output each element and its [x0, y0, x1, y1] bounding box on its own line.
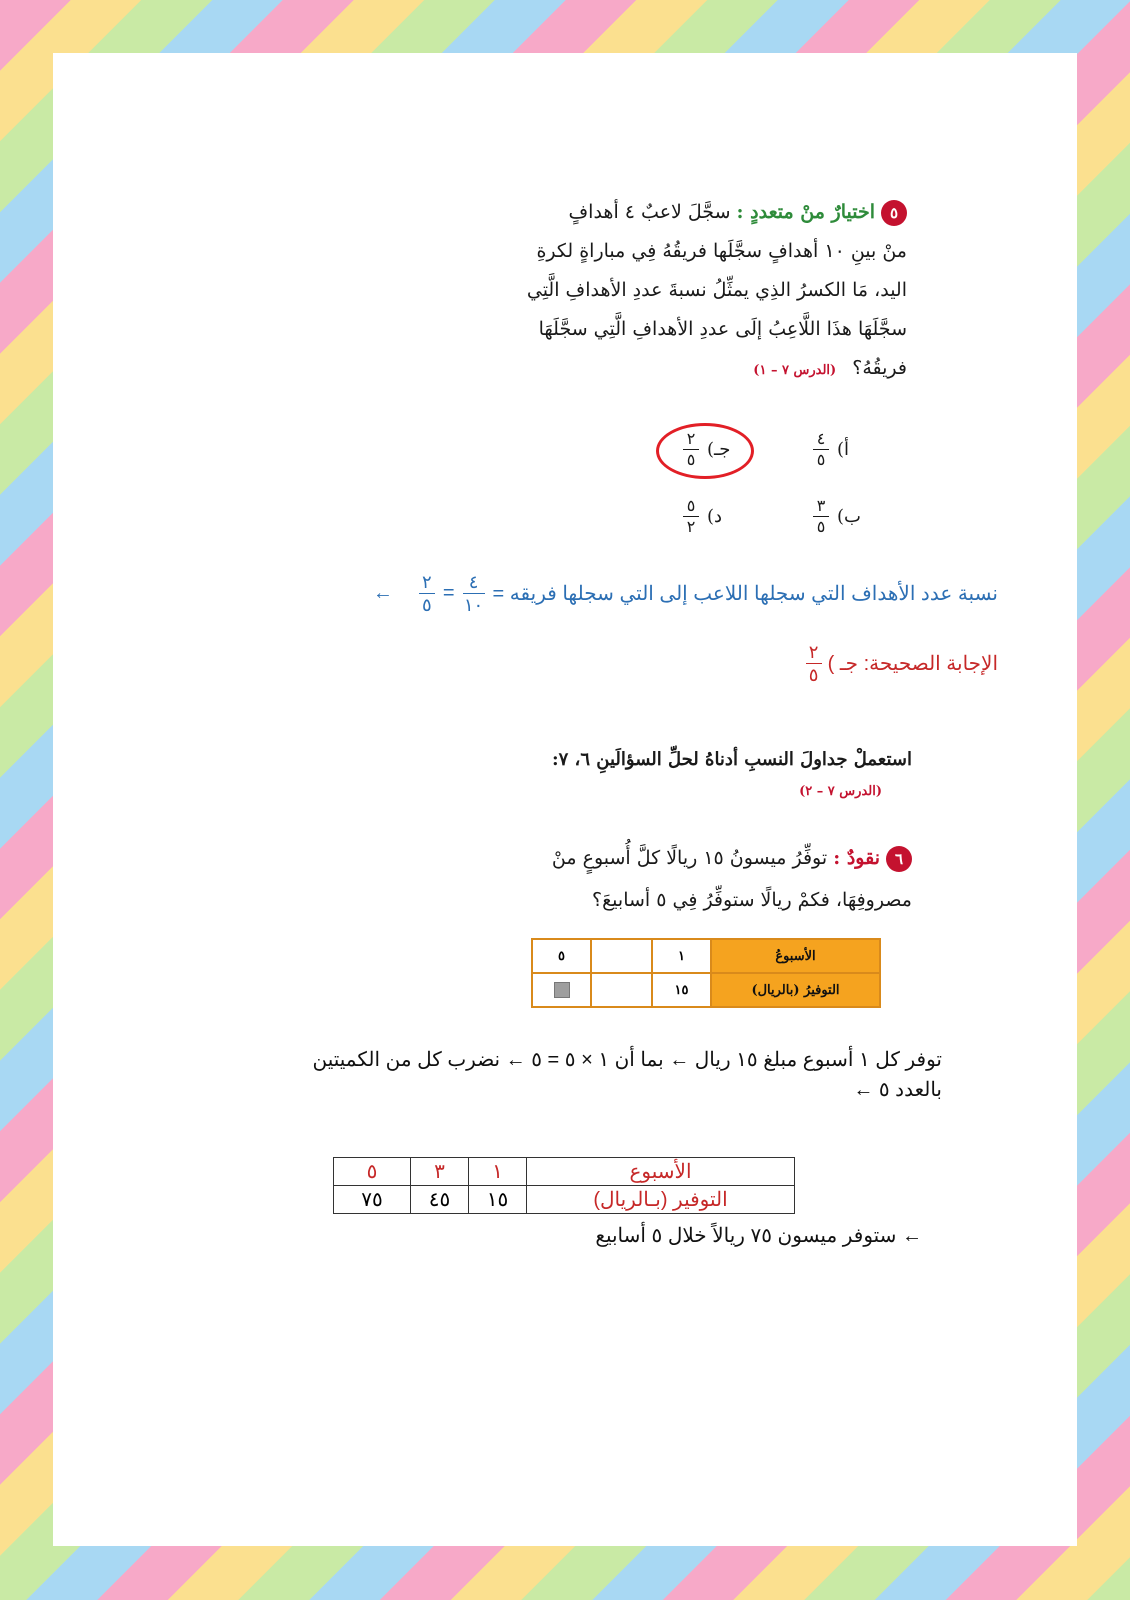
option-a[interactable] [813, 431, 849, 468]
fraction-denominator: ٥ [686, 450, 696, 469]
question-text: توفِّرُ ميسونُ ١٥ ريالًا كلَّ أُسبوعٍ منْ [551, 847, 828, 869]
instruction [482, 749, 912, 799]
solution-line: توفر كل ١ أسبوع مبلغ ١٥ ريال ← بما أن ١ × ٥ = ٥ ← نضرب كل من الكميتين [312, 1049, 942, 1071]
question-number-badge: ٥ [881, 200, 907, 226]
fraction-bar [806, 663, 822, 664]
solution-line: بالعدد ٥ ← [853, 1079, 942, 1101]
option-label: جـ) [707, 439, 731, 460]
fraction-denominator: ٥ [808, 665, 819, 685]
answer-box-icon [554, 982, 570, 998]
fraction-denominator: ٢ [686, 517, 696, 536]
ratio-table-answer [333, 1157, 795, 1214]
table-cell: ٥ [334, 1158, 411, 1186]
question-number-badge: ٦ [886, 846, 912, 872]
option-b[interactable] [813, 498, 861, 535]
question-5 [487, 193, 907, 390]
fraction-numerator: ٢ [422, 572, 432, 592]
answer-text: الإجابة الصحيحة: جـ ) [827, 653, 998, 675]
lesson-reference: (الدرس ٧ – ١) [753, 363, 837, 378]
question-heading: نقودٌ : [833, 847, 880, 869]
fraction [463, 573, 485, 614]
question-text: سجَّلَ لاعبٌ ٤ أهدافٍ [568, 201, 731, 223]
table-cell [591, 939, 652, 973]
table-row-label: التوفيرُ (بالريال) [711, 973, 880, 1007]
table-cell: ١٥ [469, 1186, 527, 1214]
table-cell [591, 973, 652, 1007]
solution-5-answer [653, 643, 998, 684]
question-text: منْ بينِ ١٠ أهدافٍ سجَّلَها فريقُهُ فِي مباراةٍ لكرةِ [536, 240, 907, 262]
option-label: أ) [837, 439, 850, 460]
solution-6-text [142, 1045, 942, 1105]
table-cell: ٥ [532, 939, 591, 973]
fraction-bar [463, 593, 485, 594]
fraction-numerator: ٥ [686, 496, 696, 515]
fraction-denominator: ٥ [816, 517, 826, 536]
fraction [419, 573, 435, 614]
fraction-denominator: ٥ [422, 595, 432, 615]
fraction-numerator: ٤ [816, 429, 826, 448]
question-6 [512, 837, 912, 921]
table-cell: ٣ [411, 1158, 469, 1186]
answer-placeholder-cell [532, 973, 591, 1007]
question-text: مصروفِهَا، فكمْ ريالًا ستوفِّرُ فِي ٥ أسابيعَ؟ [591, 889, 912, 911]
fraction-numerator: ٣ [816, 496, 826, 515]
solution-6-conclusion: ← ستوفر ميسون ٧٥ ريالاً خلال ٥ أسابيع [595, 1225, 922, 1247]
fraction-denominator: ١٠ [463, 595, 484, 615]
fraction [806, 643, 822, 684]
ratio-table-question [531, 938, 881, 1008]
option-label: ب) [837, 506, 861, 527]
table-cell: ٤٥ [411, 1186, 469, 1214]
arrow-icon: ← [372, 582, 393, 604]
fraction [813, 431, 829, 468]
question-5-line-1 [487, 193, 907, 232]
solution-5-ratio [228, 573, 998, 614]
table-cell: ١ [469, 1158, 527, 1186]
option-label: د) [707, 506, 723, 527]
fraction-numerator: ٢ [686, 429, 696, 448]
question-text: اليد، مَا الكسرُ الذِي يمثِّلُ نسبةَ عددِ الأهدافِ الَّتِي [526, 279, 907, 301]
fraction-bar [419, 593, 435, 594]
equals-sign: = [442, 582, 455, 604]
solution-text: نسبة عدد الأهداف التي سجلها اللاعب إلى التي سجلها فريقه = [492, 583, 998, 605]
table-row-label: الأسبوعُ [711, 939, 880, 973]
fraction-numerator: ٢ [808, 642, 819, 662]
table-cell: ٧٥ [334, 1186, 411, 1214]
fraction [813, 498, 829, 535]
question-heading: اختيارٌ منْ متعددٍ : [736, 201, 875, 223]
table-cell: ١ [652, 939, 711, 973]
question-text: سجَّلَهَا هذَا اللَّاعِبُ إلَى عددِ الأهدافِ الَّتِي سجَّلَهَا [538, 318, 907, 340]
table-row-label: التوفير (بـالريال) [527, 1186, 795, 1214]
lesson-reference: (الدرس ٧ – ٢) [799, 784, 882, 799]
worksheet-page [53, 53, 1077, 1546]
instruction-text: استعملْ جداولَ النسبِ أدناهُ لحلِّ السؤالَينِ ٦، ٧: [551, 749, 912, 770]
fraction-denominator: ٥ [816, 450, 826, 469]
fraction-numerator: ٤ [468, 572, 479, 592]
question-text: فريقُهُ؟ [852, 357, 907, 379]
option-d[interactable] [683, 498, 722, 535]
table-cell: ١٥ [652, 973, 711, 1007]
fraction [683, 498, 699, 535]
table-row-label: الأسبوع [527, 1158, 795, 1186]
correct-answer-circle [656, 423, 754, 479]
